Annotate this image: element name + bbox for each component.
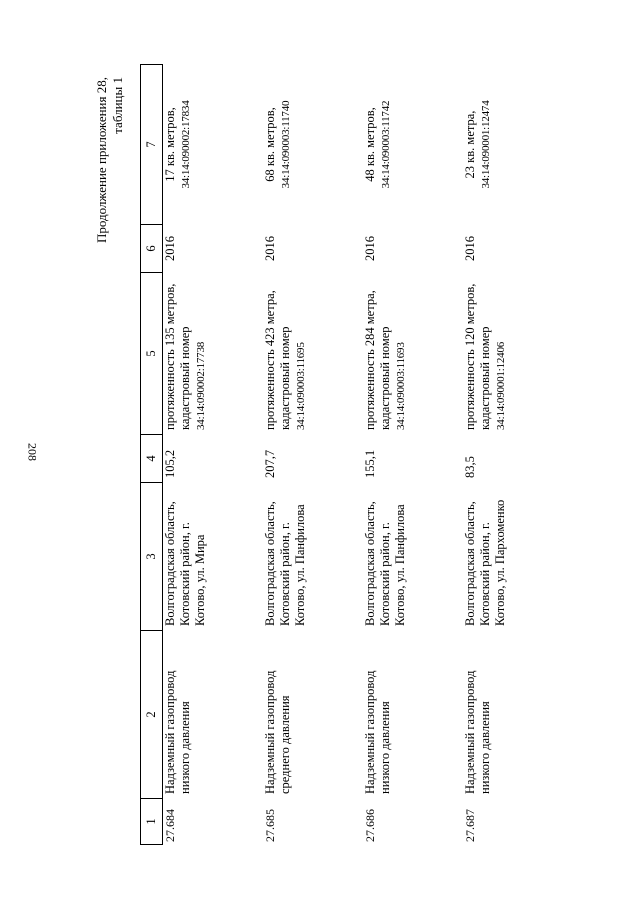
object-extent: [363, 273, 463, 435]
object-extent: [163, 273, 264, 435]
object-value: 105,2: [163, 449, 177, 478]
column-header: 1: [141, 799, 163, 845]
object-extent: [463, 273, 563, 435]
rotated-page: [90, 65, 640, 845]
row-number: 27.685: [263, 809, 277, 842]
caption-line-2: таблицы 1: [110, 77, 125, 134]
object-value: 207,7: [263, 449, 277, 478]
header-row: [141, 65, 163, 845]
extent-cadastral-number: 34:14:090002:17738: [195, 341, 207, 430]
table-caption: [94, 77, 126, 243]
object-address: Волгоградская область, Котовский район, г. Котово, ул. Мира: [163, 501, 207, 626]
area-text: 68 кв. метров,: [263, 107, 277, 182]
object-name: Надземный газопровод среднего давления: [263, 670, 292, 794]
extent-cadastral-number: 34:14:090001:12406: [495, 341, 507, 430]
object-address: Волгоградская область, Котовский район, г. Котово, ул. Панфилова: [263, 501, 307, 626]
table-row: [463, 65, 563, 845]
object-address: Волгоградская область, Котовский район, г. Котово, ул. Панфилова: [363, 501, 407, 626]
object-extent: [263, 273, 363, 435]
table-row: [263, 65, 363, 845]
row-number: 27.687: [463, 809, 477, 842]
land-area: [263, 65, 363, 225]
column-header: 4: [141, 435, 163, 483]
object-name: Надземный газопровод низкого давления: [463, 670, 492, 794]
extent-text: протяженность 120 метров, кадастровый номер: [463, 283, 492, 430]
land-area: [463, 65, 563, 225]
area-text: 48 кв. метров,: [363, 107, 377, 182]
area-text: 23 кв. метра,: [463, 110, 477, 179]
table-row: [363, 65, 463, 845]
area-cadastral-number: 34:14:090003:11740: [280, 100, 292, 189]
row-number: 27.684: [163, 809, 177, 842]
row-number: 27.686: [363, 809, 377, 842]
table-row: [163, 65, 264, 845]
area-cadastral-number: 34:14:090001:12474: [480, 100, 492, 189]
data-table: [140, 64, 563, 845]
land-area: [363, 65, 463, 225]
column-header: 2: [141, 631, 163, 799]
object-year: 2016: [263, 236, 277, 261]
area-cadastral-number: 34:14:090003:11742: [380, 100, 392, 189]
object-name: Надземный газопровод низкого давления: [163, 670, 192, 794]
column-header: 6: [141, 225, 163, 273]
object-address: Волгоградская область, Котовский район, г. Котово, ул. Пархоменко: [463, 499, 507, 626]
caption-line-1: Продолжение приложения 28,: [94, 77, 109, 244]
object-value: 155,1: [363, 449, 377, 478]
extent-text: протяженность 284 метра, кадастровый номер: [363, 290, 392, 430]
object-year: 2016: [363, 236, 377, 261]
column-header: 7: [141, 65, 163, 225]
area-cadastral-number: 34:14:090002:17834: [180, 100, 192, 189]
object-value: 83,5: [463, 456, 477, 478]
extent-text: протяженность 423 метра, кадастровый номер: [263, 290, 292, 430]
extent-cadastral-number: 34:14:090003:11695: [295, 342, 307, 430]
extent-text: протяженность 135 метров, кадастровый номер: [163, 283, 192, 430]
object-year: 2016: [163, 236, 177, 261]
column-header: 5: [141, 273, 163, 435]
extent-cadastral-number: 34:14:090003:11693: [395, 342, 407, 430]
column-header: 3: [141, 483, 163, 631]
land-area: [163, 65, 264, 225]
object-year: 2016: [463, 236, 477, 261]
object-name: Надземный газопровод низкого давления: [363, 670, 392, 794]
area-text: 17 кв. метров,: [163, 107, 177, 182]
page-number: 208: [25, 443, 40, 461]
